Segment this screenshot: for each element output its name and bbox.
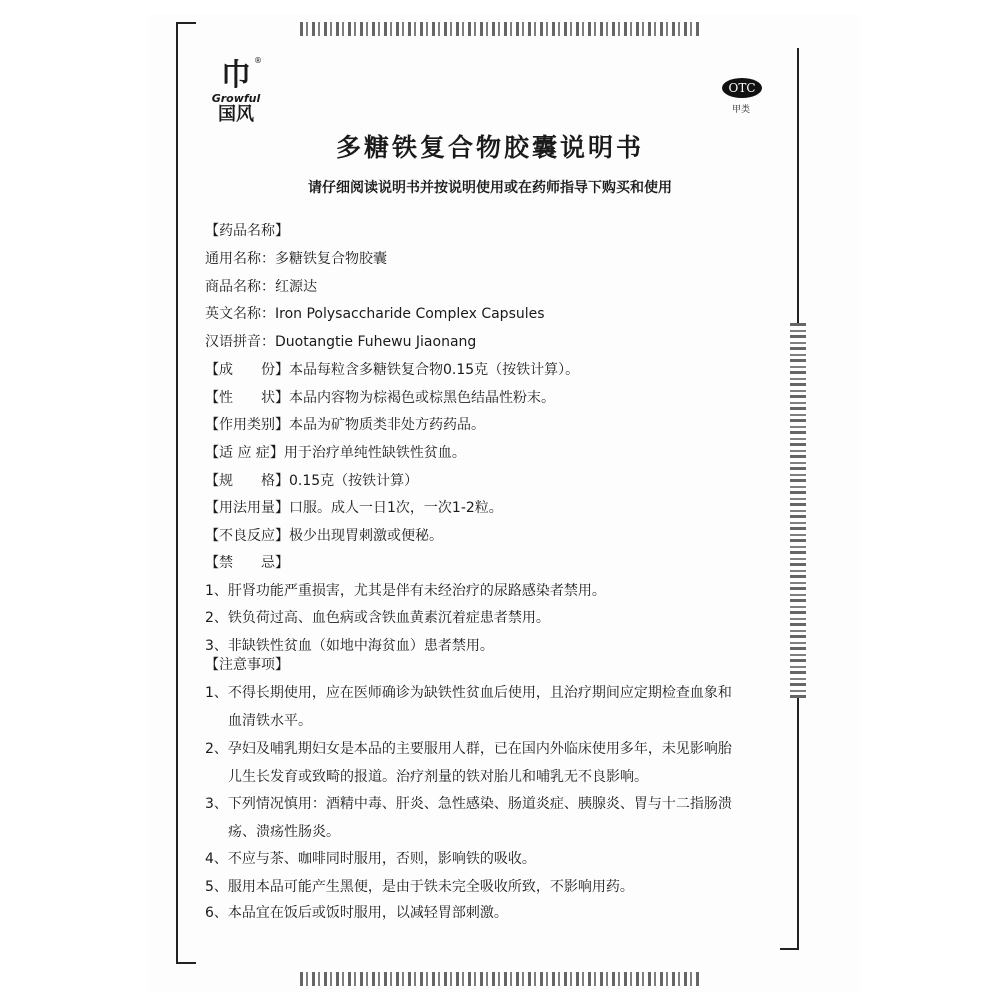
text-line: 【禁 忌】 <box>205 555 289 571</box>
text-line: 汉语拼音：Duotangtie Fuhewu Jiaonang <box>205 334 477 350</box>
text-line: 【不良反应】极少出现胃刺激或便秘。 <box>205 528 443 544</box>
text-line: 2、孕妇及哺乳期妇女是本品的主要服用人群，已在国内外临床使用多年，未见影响胎 <box>205 741 732 757</box>
text-line: 商品名称：红源达 <box>205 279 317 295</box>
corner-bl <box>176 962 196 964</box>
text-line: 5、服用本品可能产生黑便，是由于铁未完全吸收所致，不影响用药。 <box>205 879 634 895</box>
top-ornament <box>300 22 700 36</box>
bottom-ornament <box>300 972 700 986</box>
text-line: 【成 份】本品每粒含多糖铁复合物0.15克（按铁计算）。 <box>205 362 580 378</box>
text-line: 【药品名称】 <box>205 223 289 239</box>
right-ornament <box>790 323 806 698</box>
text-line: 1、肝肾功能严重损害，尤其是伴有未经治疗的尿路感染者禁用。 <box>205 583 606 599</box>
text-line: 【性 状】本品内容物为棕褐色或棕黑色结晶性粉末。 <box>205 390 555 406</box>
text-line: 1、不得长期使用，应在医师确诊为缺铁性贫血后使用，且治疗期间应定期检查血象和 <box>205 685 732 701</box>
text-line: 【适 应 症】用于治疗单纯性缺铁性贫血。 <box>205 445 466 461</box>
registered-mark: ® <box>254 56 262 65</box>
text-line: 2、铁负荷过高、血色病或含铁血黄素沉着症患者禁用。 <box>205 610 550 626</box>
document-subtitle: 请仔细阅读说明书并按说明使用或在药师指导下购买和使用 <box>308 180 672 196</box>
text-line: 儿生长发育或致畸的报道。治疗剂量的铁对胎儿和哺乳无不良影响。 <box>228 769 648 785</box>
text-line: 3、非缺铁性贫血（如地中海贫血）患者禁用。 <box>205 638 494 654</box>
text-line: 4、不应与茶、咖啡同时服用，否则，影响铁的吸收。 <box>205 851 536 867</box>
text-line: 【注意事项】 <box>205 657 289 673</box>
growful-logo <box>205 60 267 125</box>
corner-br <box>780 948 799 950</box>
text-line: 3、下列情况慎用：酒精中毒、肝炎、急性感染、肠道炎症、胰腺炎、胃与十二指肠溃 <box>205 796 732 812</box>
text-line: 【作用类别】本品为矿物质类非处方药药品。 <box>205 417 485 433</box>
right-border-bottom <box>797 698 799 948</box>
corner-tl <box>176 22 196 24</box>
text-line: 疡、溃疡性肠炎。 <box>228 824 340 840</box>
logo-mark: 巾 <box>221 58 251 93</box>
logo-en: Growful <box>211 92 261 105</box>
text-line: 【用法用量】口服。成人一日1次，一次1-2粒。 <box>205 500 503 516</box>
text-line: 通用名称：多糖铁复合物胶囊 <box>205 251 387 267</box>
text-line: 【规 格】0.15克（按铁计算） <box>205 473 419 489</box>
document-title: 多糖铁复合物胶囊说明书 <box>335 133 644 162</box>
text-line: 英文名称：Iron Polysaccharide Complex Capsules <box>205 306 545 322</box>
otc-badge: OTC <box>722 78 762 98</box>
logo-cn: 国风 <box>218 104 254 125</box>
otc-class: 甲类 <box>732 105 751 115</box>
text-line: 6、本品宜在饭后或饭时服用，以减轻胃部刺激。 <box>205 905 508 921</box>
text-line: 血清铁水平。 <box>228 713 312 729</box>
